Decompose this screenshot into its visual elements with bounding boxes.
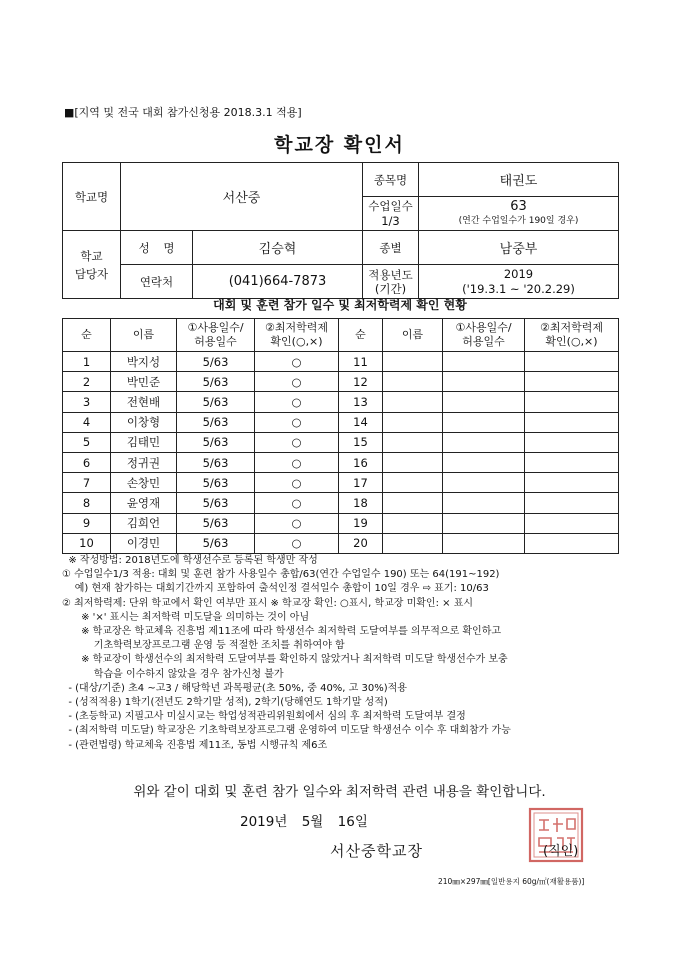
note-line: ※ 작성방법: 2018년도에 학생선수로 등록된 학생만 작성 [62,555,318,566]
signer-name: 서산중학교장 [330,842,423,860]
period-year: 2019 [503,266,534,281]
table-header-row [63,319,619,352]
header-allow: ①사용일수/ 허용일수 [177,319,255,352]
row-no: 10 [63,533,111,553]
category-value: 남중부 [419,231,619,265]
row-check-right [525,352,619,372]
row-name-right [383,513,443,533]
info-table [62,162,619,299]
row-name: 박지성 [111,352,177,372]
table-row [63,372,619,392]
row-check: ○ [255,412,339,432]
row-no-right: 14 [339,412,383,432]
period-range: ('19.3.1 ~ '20.2.29) [462,281,575,296]
row-check-right [525,513,619,533]
row-check: ○ [255,372,339,392]
header-allow-2: ①사용일수/ 허용일수 [443,319,525,352]
date-year: 2019년 [240,814,288,830]
school-label: 학교명 [63,163,121,231]
header-note: ■[지역 및 전국 대회 참가신청용 2018.3.1 적용] [64,106,302,119]
table-row [63,412,619,432]
row-name-right [383,493,443,513]
date-month: 5월 [301,814,324,830]
period-cell [419,265,619,299]
table-row [63,493,619,513]
notes-section [62,554,622,753]
row-check-right [525,392,619,412]
event-value: 태권도 [419,163,619,197]
table-row [63,432,619,452]
class-days-cell [419,197,619,231]
row-days-right [443,513,525,533]
name-label: 성 명 [121,231,193,265]
row-name: 김희언 [111,513,177,533]
row-check-right [525,493,619,513]
row-days-right [443,392,525,412]
note-line: ※ '×' 표시는 최저학력 미도달을 의미하는 것이 아님 [62,611,310,623]
row-no: 5 [63,432,111,452]
row-days-right [443,452,525,472]
row-name: 윤영재 [111,493,177,513]
row-check: ○ [255,452,339,472]
row-name-right [383,473,443,493]
row-name: 이창형 [111,412,177,432]
row-name-right [383,452,443,472]
category-label: 종별 [363,231,419,265]
note-line: 예) 현재 참가하는 대회기간까지 포함하여 출석인정 결석일수 총합이 10일 경우 ⇨ 표기: 10/63 [62,583,489,595]
class-days-label-text: 수업일수 [368,198,413,213]
row-days: 5/63 [177,493,255,513]
row-check-right [525,432,619,452]
row-check: ○ [255,432,339,452]
row-days-right [443,352,525,372]
row-no: 2 [63,372,111,392]
row-no-right: 17 [339,473,383,493]
row-no-right: 12 [339,372,383,392]
row-name-right [383,372,443,392]
contact-value: (041)664-7873 [193,265,363,299]
row-check-right [525,533,619,553]
note-line: - (초등학교) 지필고사 미실시교는 학업성적관리위원회에서 심의 후 최저학력 도달여부 결정 [62,711,466,723]
class-days-note: (연간 수업일수가 190일 경우) [458,215,579,226]
note-line: - (최저학력 미도달) 학교장은 기초학력보장프로그램 운영하여 미도달 학생선수 이수 후 대회참가 가능 [62,725,511,737]
list-title: 대회 및 훈련 참가 일수 및 최저학력제 확인 현황 [213,298,467,312]
manager-label: 학교 담당자 [63,231,121,299]
page-title: 학교장 확인서 [274,134,405,156]
row-name: 이경민 [111,533,177,553]
note-line: - (관련법령) 학교체육 진흥법 제11조, 동법 시행규칙 제6조 [62,739,328,751]
row-name: 손창민 [111,473,177,493]
row-no: 9 [63,513,111,533]
row-no: 3 [63,392,111,412]
row-check-right [525,452,619,472]
date-day: 16일 [337,814,368,830]
row-check-right [525,372,619,392]
row-days: 5/63 [177,372,255,392]
row-name-right [383,352,443,372]
class-days-frac: 1/3 [381,213,400,228]
row-check: ○ [255,352,339,372]
row-check: ○ [255,473,339,493]
row-no: 1 [63,352,111,372]
row-days-right [443,493,525,513]
row-no: 4 [63,412,111,432]
row-days-right [443,412,525,432]
header-check-2: ②최저학력제 확인(○,×) [525,319,619,352]
row-days-right [443,533,525,553]
note-line: ※ 학교장이 학생선수의 최저학력 도달여부를 확인하지 않았거나 최저학력 미도달 학생선수가 보충 [62,654,508,666]
confirm-text: 위와 같이 대회 및 훈련 참가 일수와 최저학력 관련 내용을 확인합니다. [133,784,546,800]
event-label: 종목명 [363,163,419,197]
row-check: ○ [255,513,339,533]
row-days: 5/63 [177,432,255,452]
row-days-right [443,473,525,493]
row-name-right [383,533,443,553]
table-row [63,513,619,533]
row-days: 5/63 [177,513,255,533]
class-days-label [363,197,419,231]
table-row [63,352,619,372]
row-days: 5/63 [177,533,255,553]
row-no-right: 19 [339,513,383,533]
row-days: 5/63 [177,412,255,432]
note-line: - (성적적용) 1학기(전년도 2학기말 성적), 2학기(당해연도 1학기말 성적) [62,697,388,709]
header-no-2: 순 [339,319,383,352]
school-name: 서산중 [121,163,363,231]
row-check: ○ [255,493,339,513]
row-days-right [443,372,525,392]
row-days: 5/63 [177,452,255,472]
class-days-value: 63 [510,198,527,214]
row-no-right: 16 [339,452,383,472]
row-no-right: 13 [339,392,383,412]
row-check: ○ [255,392,339,412]
note-line: ② 최저학력제: 단위 학교에서 확인 여부만 표시 ※ 학교장 확인: ○표시, 학교장 미확인: × 표시 [62,597,474,609]
note-line: ※ 학교장은 학교체육 진흥법 제11조에 따라 학생선수 최저학력 도달여부를 의무적으로 확인하고 [62,626,502,638]
table-row [63,473,619,493]
row-no-right: 15 [339,432,383,452]
issue-date [240,810,368,830]
note-line: 학습을 이수하지 않았을 경우 참가신청 불가 [62,668,284,680]
row-name-right [383,392,443,412]
row-no-right: 11 [339,352,383,372]
manager-name: 김승혁 [193,231,363,265]
note-line: ① 수업일수1/3 적용: 대회 및 훈련 참가 사용일수 총합/63(연간 수업일수 190) 또는 64(191~192) [62,569,500,581]
contact-label: 연락처 [121,265,193,299]
table-row [63,533,619,553]
row-days: 5/63 [177,392,255,412]
participation-table [62,318,619,554]
row-no: 8 [63,493,111,513]
table-row [63,392,619,412]
header-name: 이름 [111,319,177,352]
row-name-right [383,432,443,452]
paper-spec-footer: 210㎜×297㎜[일반용지 60g/㎡(재활용품)] [438,877,585,886]
header-no: 순 [63,319,111,352]
period-label: 적용년도 (기간) [363,265,419,299]
row-check-right [525,412,619,432]
row-no-right: 20 [339,533,383,553]
note-line: - (대상/기준) 초4 ~고3 / 해당학년 과목평균(초 50%, 중 40%, 고 30%)적용 [62,682,407,694]
row-days: 5/63 [177,352,255,372]
row-name: 정귀권 [111,452,177,472]
seal-label: (직인) [543,844,579,859]
row-days-right [443,432,525,452]
row-no: 7 [63,473,111,493]
row-name: 박민준 [111,372,177,392]
row-name: 김태민 [111,432,177,452]
row-no: 6 [63,452,111,472]
row-name-right [383,412,443,432]
note-line: 기초학력보장프로그램 운영 등 적절한 조치를 취하여야 함 [62,640,345,652]
table-row [63,452,619,472]
header-name-2: 이름 [383,319,443,352]
header-check: ②최저학력제 확인(○,×) [255,319,339,352]
row-name: 전현배 [111,392,177,412]
row-days: 5/63 [177,473,255,493]
row-check-right [525,473,619,493]
row-check: ○ [255,533,339,553]
row-no-right: 18 [339,493,383,513]
